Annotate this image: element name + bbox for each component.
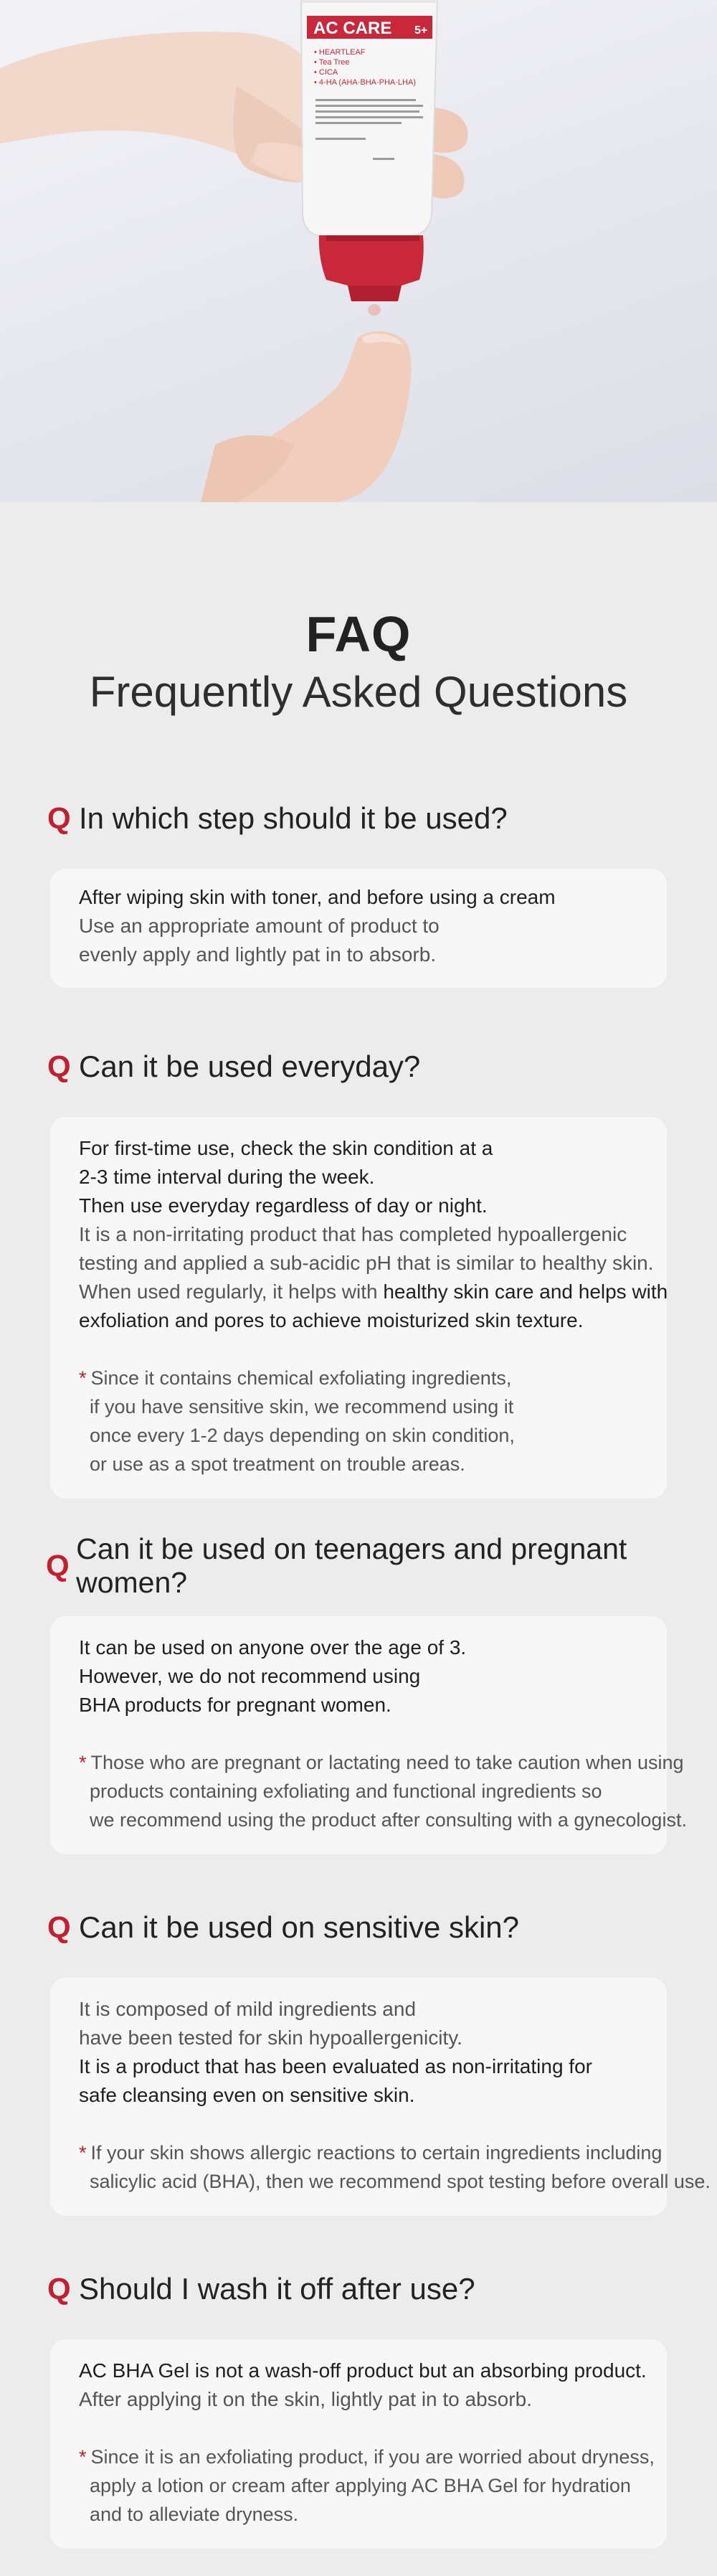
faq-question — [47, 1045, 717, 1088]
faq-question — [47, 797, 717, 840]
faq-list — [0, 797, 717, 2549]
asterisk-icon: * — [79, 1367, 87, 1389]
q-mark: Q — [47, 2272, 71, 2306]
caution-note — [79, 2138, 663, 2167]
q-mark: Q — [47, 1910, 71, 1944]
faq-item-everyday — [0, 1045, 717, 1499]
faq-question — [47, 1906, 717, 1949]
faq-item-teenagers-pregnant — [0, 1532, 717, 1854]
answer-card — [50, 2339, 667, 2549]
caution-note: products containing exfoliating and functional ingredients so — [90, 1780, 602, 1802]
question-text: Can it be used everyday? — [79, 1049, 421, 1083]
faq-item-wash-off — [0, 2268, 717, 2549]
answer-line: It can be used on anyone over the age of 3. — [79, 1636, 467, 1659]
caution-note: apply a lotion or cream after applying AC BHA Gel for hydration — [90, 2475, 631, 2496]
answer-line: testing and applied a sub-acidic pH that is similar to healthy skin. — [79, 1252, 654, 1274]
note-text: Since it is an exfoliating product, if you are worried about dryness, — [90, 2446, 655, 2468]
caution-note: if you have sensitive skin, we recommend using it — [90, 1396, 514, 1417]
answer-line: However, we do not recommend using — [79, 1665, 421, 1687]
answer-line: 2-3 time interval during the week. — [79, 1166, 375, 1188]
caution-note — [79, 1748, 684, 1777]
answer-line-emphasis: healthy skin care and helps with — [383, 1280, 668, 1303]
answer-line: exfoliation and pores to achieve moisturized skin texture. — [79, 1309, 584, 1331]
caution-note: or use as a spot treatment on trouble areas. — [90, 1453, 465, 1475]
answer-line: After wiping skin with toner, and before using a cream — [79, 886, 556, 908]
faq-question — [46, 1532, 717, 1599]
answer-line: It is a non-irritating product that has completed hypoallergenic — [79, 1223, 627, 1245]
question-text: Can it be used on teenagers and pregnant women? — [76, 1532, 627, 1599]
answer-line: evenly apply and lightly pat in to absorb. — [79, 943, 437, 966]
asterisk-icon: * — [79, 2446, 87, 2468]
answer-line: BHA products for pregnant women. — [79, 1694, 391, 1716]
question-text: In which step should it be used? — [79, 801, 508, 835]
tube-ingredient-2: • Tea Tree — [314, 58, 350, 67]
q-mark: Q — [46, 1549, 70, 1582]
asterisk-icon: * — [79, 2142, 87, 2164]
question-text: Should I wash it off after use? — [79, 2272, 475, 2306]
faq-question — [47, 2268, 717, 2311]
answer-line: safe cleansing even on sensitive skin. — [79, 2084, 415, 2106]
faq-item-sensitive-skin — [0, 1906, 717, 2216]
caution-note: and to alleviate dryness. — [90, 2504, 299, 2525]
faq-title: FAQ — [305, 606, 412, 662]
answer-line: After applying it on the skin, lightly pat in to absorb. — [79, 2388, 532, 2410]
faq-header — [0, 502, 717, 718]
answer-line-start: When used regularly, it helps with — [79, 1280, 384, 1303]
hero-product-image — [0, 0, 717, 502]
caution-note — [79, 1364, 638, 1392]
answer-line: have been tested for skin hypoallergenicity. — [79, 2027, 462, 2049]
tube-ingredient-1: • HEARTLEAF — [314, 48, 366, 57]
question-text: Can it be used on sensitive skin? — [79, 1910, 520, 1944]
faq-subtitle: Frequently Asked Questions — [89, 668, 628, 716]
note-text: Those who are pregnant or lactating need to take caution when using — [90, 1752, 684, 1773]
tube-brand-text: AC CARE — [313, 19, 392, 38]
caution-note: salicylic acid (BHA), then we recommend spot testing before overall use. — [90, 2171, 711, 2192]
answer-card — [50, 1978, 711, 2216]
tube-ingredient-4: • 4-HA (AHA·BHA·PHA·LHA) — [314, 78, 416, 87]
answer-line: For first-time use, check the skin condition at a — [79, 1137, 493, 1159]
caution-note: we recommend using the product after consulting with a gynecologist. — [90, 1809, 687, 1831]
answer-line: It is a product that has been evaluated as non-irritating for — [79, 2055, 592, 2077]
caution-note: once every 1-2 days depending on skin condition, — [90, 1425, 515, 1446]
answer-line — [79, 1278, 668, 1306]
answer-line: Use an appropriate amount of product to — [79, 915, 440, 937]
note-text: Since it contains chemical exfoliating ingredients, — [90, 1367, 512, 1389]
q-mark: Q — [47, 1049, 71, 1083]
note-text: If your skin shows allergic reactions to certain ingredients including — [90, 2142, 663, 2164]
product-illustration — [0, 0, 717, 502]
q-mark: Q — [47, 801, 71, 835]
answer-card — [50, 869, 667, 988]
caution-note — [79, 2443, 655, 2471]
answer-line: Then use everyday regardless of day or night. — [79, 1194, 488, 1217]
answer-card — [50, 1616, 687, 1854]
tube-ingredient-3: • CICA — [314, 68, 338, 77]
faq-item-step — [0, 797, 717, 988]
answer-line: AC BHA Gel is not a wash-off product but an absorbing product. — [79, 2359, 647, 2382]
tube-badge-text: 5+ — [414, 24, 428, 37]
answer-card — [50, 1117, 667, 1499]
asterisk-icon: * — [79, 1752, 87, 1773]
answer-line: It is composed of mild ingredients and — [79, 1998, 417, 2020]
